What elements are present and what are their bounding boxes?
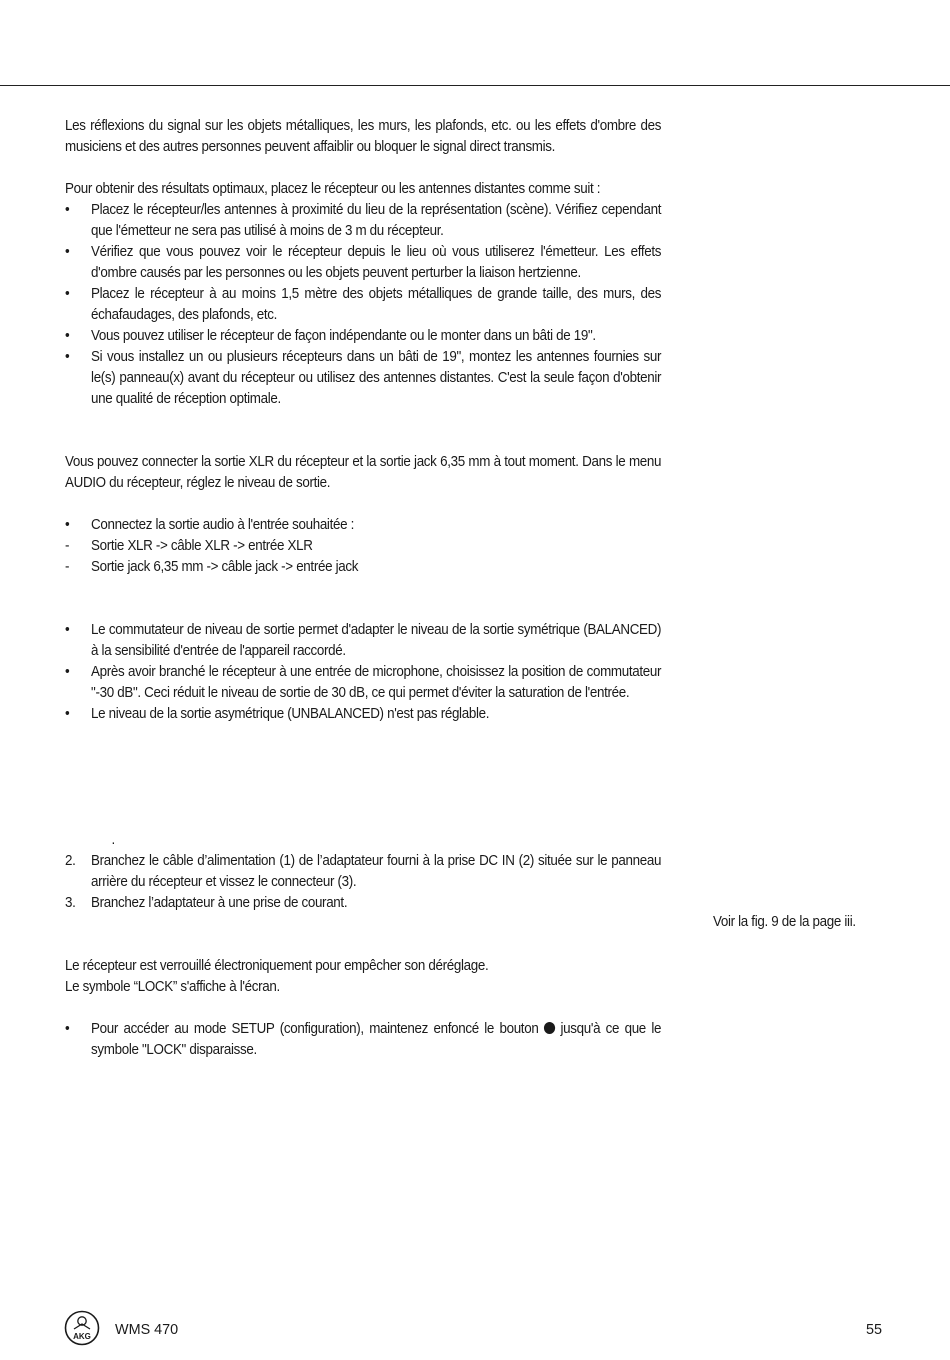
step-number: 3.	[65, 895, 76, 911]
set-button-icon	[544, 1022, 555, 1034]
stray-mark: .	[111, 832, 115, 848]
level-list	[65, 620, 661, 725]
list-item: • Le niveau de la sortie asymétrique (UNBALANCED) n'est pas réglable.	[65, 704, 661, 725]
bullet-mark: •	[65, 286, 70, 302]
bullet-mark: •	[65, 1021, 70, 1037]
list-item: - Sortie XLR -> câble XLR -> entrée XLR	[65, 536, 661, 557]
lock-line-1: Le récepteur est verrouillé électroniquement pour empêcher son déréglage.	[65, 958, 489, 974]
bullet-mark: •	[65, 706, 70, 722]
header-rule	[0, 85, 950, 86]
logo-text: AKG	[73, 1332, 91, 1341]
product-model: WMS 470	[115, 1322, 179, 1338]
lock-line-2: Le symbole “LOCK” s'affiche à l'écran.	[65, 979, 280, 995]
list-item: • Vérifiez que vous pouvez voir le récepteur depuis le lieu où vous utiliserez l'émetteur. Les effets d'ombre causés par les personnes ou les objets peuvent perturber la liaison hertzienne.	[65, 244, 662, 281]
audio-intro-paragraph: Vous pouvez connecter la sortie XLR du récepteur et la sortie jack 6,35 mm à tout moment. Dans le menu AUDIO du récepteur, réglez le niveau de sortie.	[65, 454, 662, 491]
bullet-mark: •	[65, 664, 70, 680]
bullet-mark: •	[65, 349, 70, 365]
list-item: • Pour accéder au mode SETUP (configuration), maintenez enfoncé le bouton jusqu'à ce que le symbole "LOCK" disparaisse.	[65, 1021, 662, 1058]
akg-logo-icon	[64, 1310, 100, 1346]
figure-reference: Voir la fig. 9 de la page iii.	[713, 914, 856, 930]
bullet-mark: •	[65, 202, 70, 218]
dash-mark: -	[65, 559, 70, 575]
list-item: • Après avoir branché le récepteur à une entrée de microphone, choisissez la position de commutateur "-30 dB". Ceci réduit le niveau de sortie de 30 dB, ce qui permet d'éviter la saturation de l'entrée.	[65, 664, 662, 701]
bullet-mark: •	[65, 244, 70, 260]
bullet-mark: •	[65, 622, 70, 638]
page-body	[65, 116, 661, 1061]
placement-list	[65, 200, 661, 410]
list-item: • Si vous installez un ou plusieurs récepteurs dans un bâti de 19", montez les antennes fournies sur le(s) panneau(x) avant du récepteur ou utilisez des antennes distantes. C'est la seule façon d'obtenir une qualité de réception optimale.	[65, 349, 662, 407]
reflections-paragraph: Les réflexions du signal sur les objets métalliques, les murs, les plafonds, etc. ou les effets d'ombre des musiciens et des autres personnes peuvent affaiblir ou bloquer le signal direct transmis.	[65, 118, 662, 155]
list-item: 2. Branchez le câble d’alimentation (1) de l’adaptateur fourni à la prise DC IN (2) située sur le panneau arrière du récepteur et vissez le connecteur (3).	[65, 853, 662, 890]
bullet-mark: •	[65, 517, 70, 533]
list-item: • Vous pouvez utiliser le récepteur de façon indépendante ou le monter dans un bâti de 19".	[65, 326, 661, 347]
list-item: • Le commutateur de niveau de sortie permet d'adapter le niveau de la sortie symétrique (BALANCED) à la sensibilité d'entrée de l'appareil raccordé.	[65, 622, 662, 659]
list-item: • Connectez la sortie audio à l'entrée souhaitée :	[65, 515, 661, 536]
bullet-mark: •	[65, 328, 70, 344]
dash-mark: -	[65, 538, 70, 554]
list-item: - Sortie jack 6,35 mm -> câble jack -> entrée jack	[65, 557, 661, 578]
list-item: • Placez le récepteur à au moins 1,5 mètre des objets métalliques de grande taille, des murs, des échafaudages, des plafonds, etc.	[65, 286, 662, 323]
list-item: • Placez le récepteur/les antennes à proximité du lieu de la représentation (scène). Vérifiez cependant que l'émetteur ne sera pas utilisé à moins de 3 m du récepteur.	[65, 202, 662, 239]
step-number: 2.	[65, 853, 76, 869]
list-item: 3. Branchez l’adaptateur à une prise de courant.	[65, 893, 661, 914]
placement-intro: Pour obtenir des résultats optimaux, placez le récepteur ou les antennes distantes comme suit :	[65, 181, 601, 197]
page-number: 55	[866, 1322, 883, 1338]
